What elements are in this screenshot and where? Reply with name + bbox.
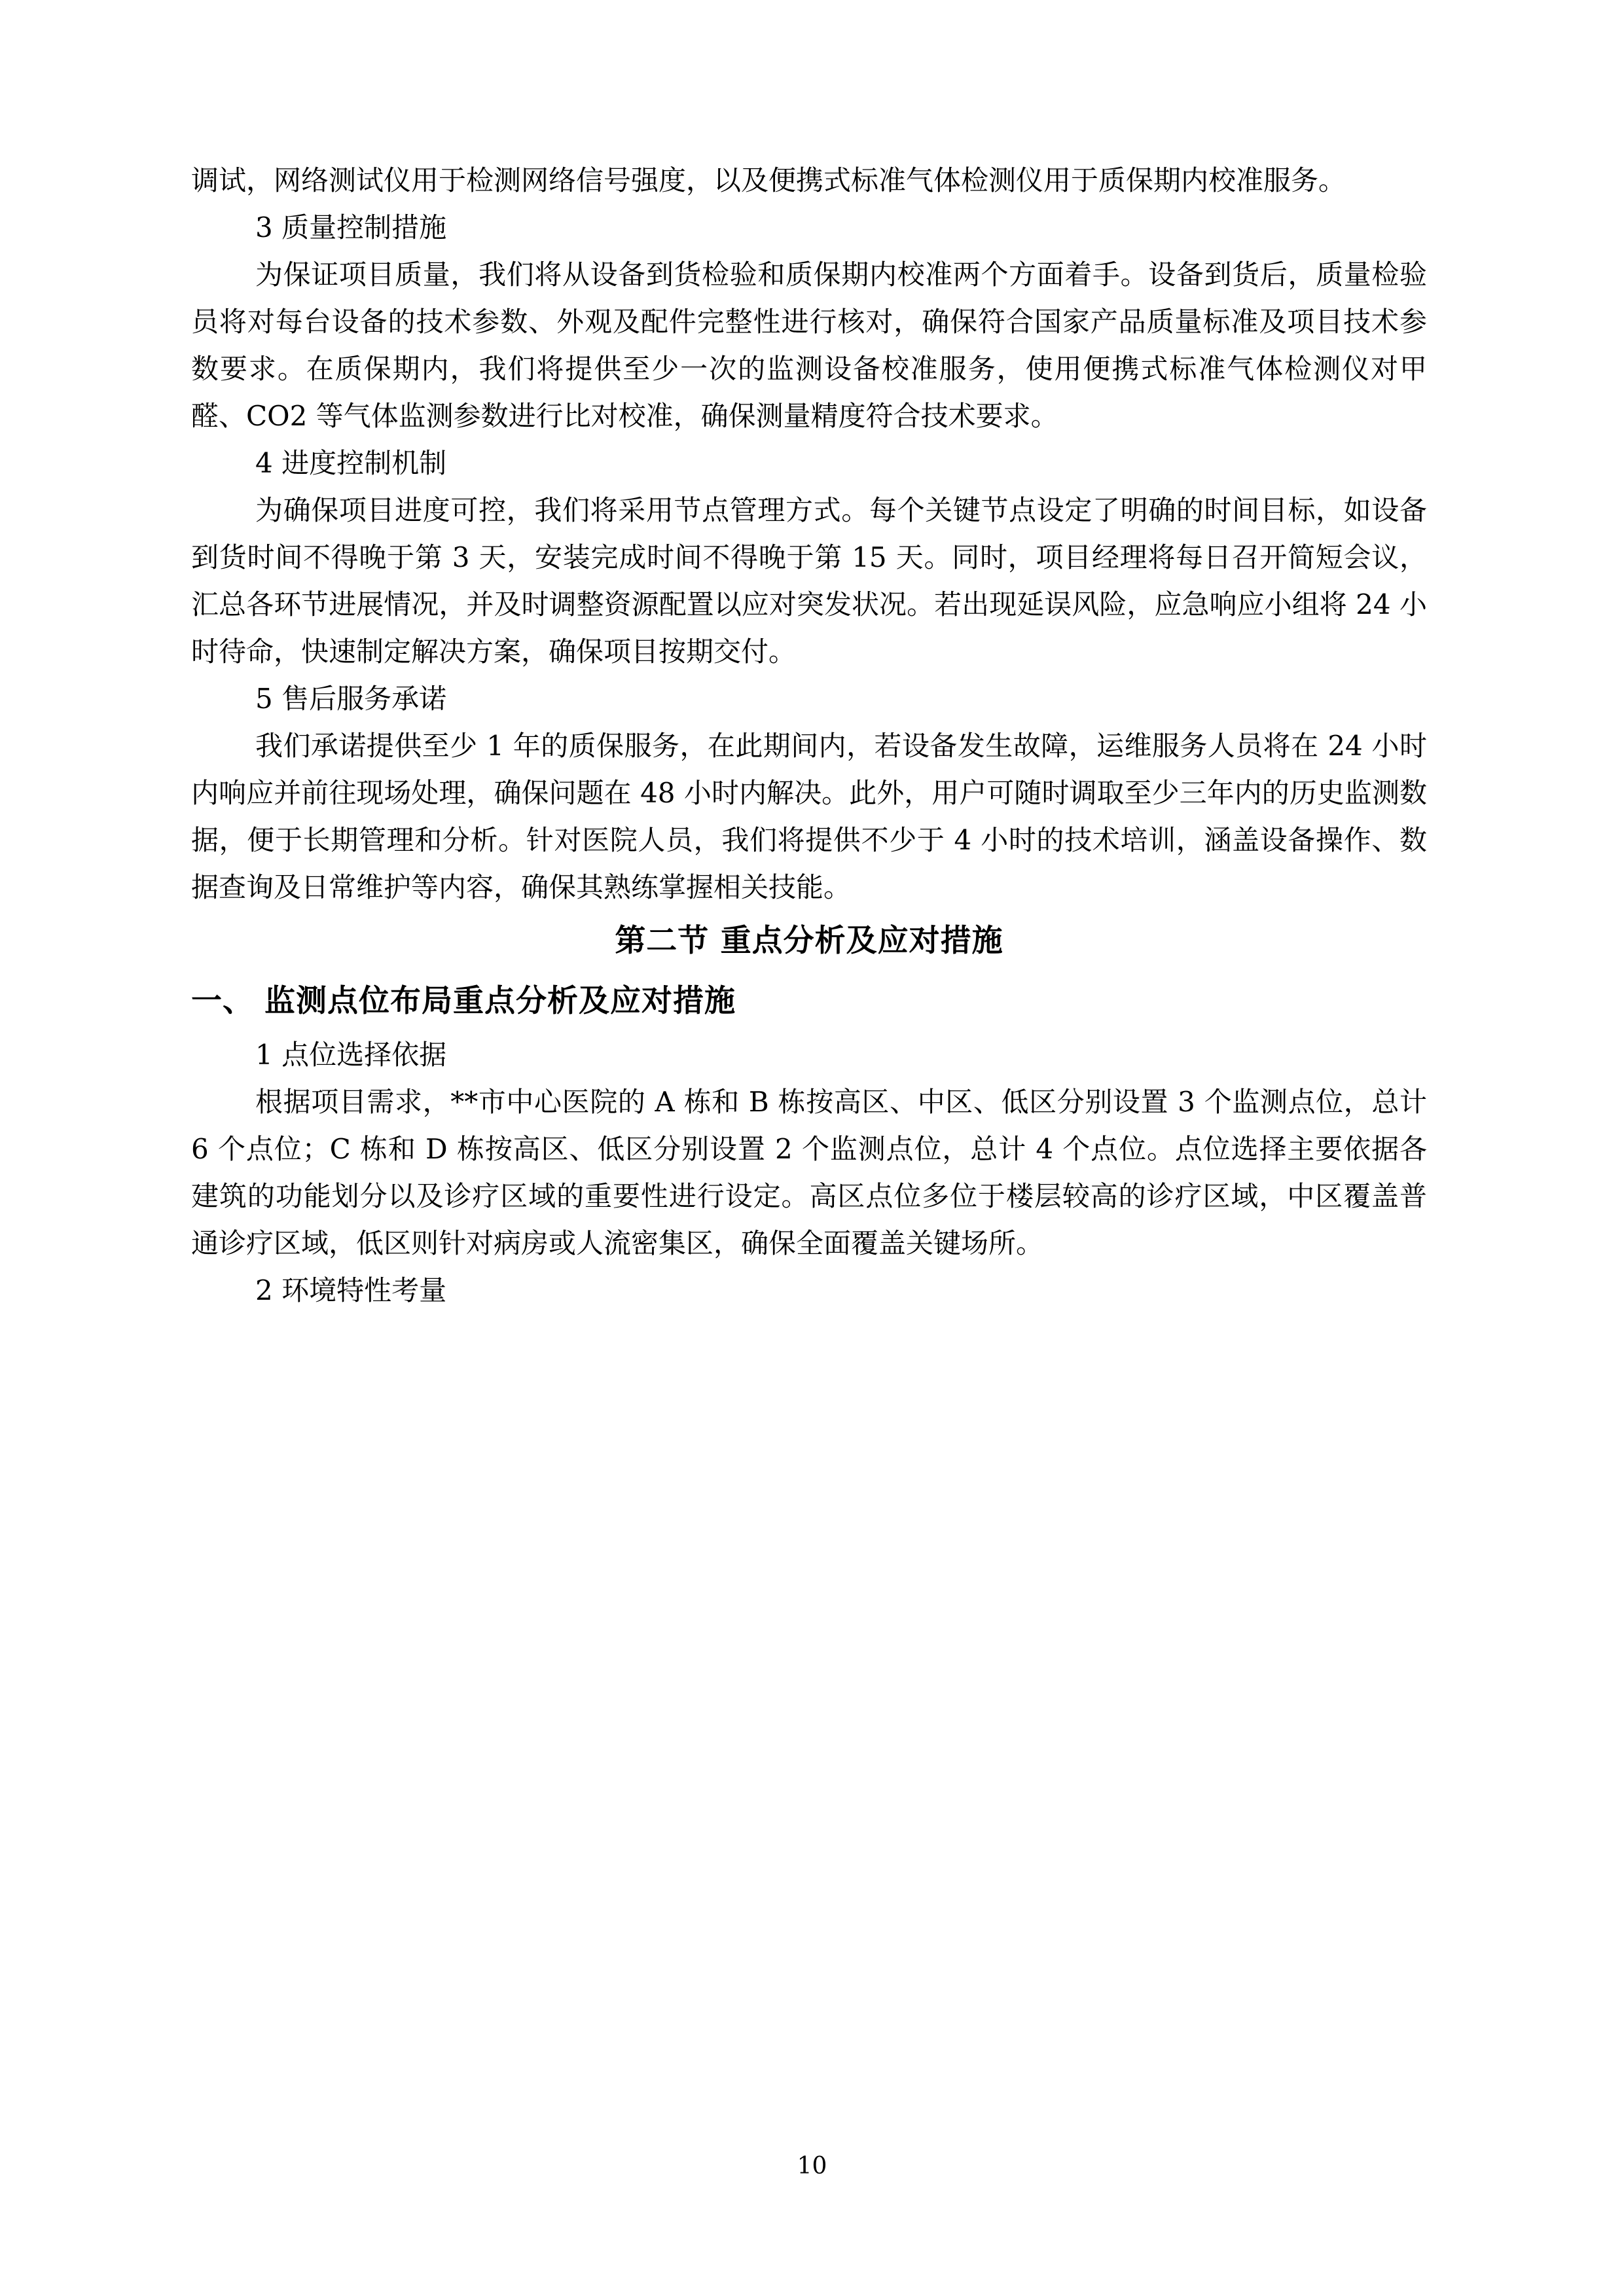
- item-heading-one-label: 监测点位布局重点分析及应对措施: [264, 983, 736, 1019]
- page-number: 10: [797, 2153, 827, 2179]
- item-heading-one-number: 一、: [191, 983, 254, 1019]
- page-content-body: [191, 157, 1427, 1314]
- section-heading-part-two: 第二节 重点分析及应对措施: [615, 923, 1003, 959]
- subheading-2-environment-characteristics: 2 环境特性考量: [255, 1274, 447, 1306]
- subheading-4-progress-control: 4 进度控制机制: [255, 447, 447, 479]
- subheading-1-point-selection-basis: 1 点位选择依据: [255, 1039, 447, 1071]
- paragraph-progress-control: 为确保项目进度可控，我们将采用节点管理方式。每个关键节点设定了明确的时间目标，如设备到货时间不得晚于第 3 天，安装完成时间不得晚于第 15 天。同时，项目经理将每日召开简短会议，汇总各环节进展情况，并及时调整资源配置以应对突发状况。若出现延误风险，应急响应小组将 24 小时待命，快速制定解决方案，确保项目按期交付。: [191, 494, 1427, 668]
- subheading-5-after-sales: 5 售后服务承诺: [255, 683, 447, 715]
- paragraph-debug-continuation: 调试，网络测试仪用于检测网络信号强度，以及便携式标准气体检测仪用于质保期内校准服务。: [191, 164, 1346, 196]
- paragraph-after-sales: 我们承诺提供至少 1 年的质保服务，在此期间内，若设备发生故障，运维服务人员将在 24 小时内响应并前往现场处理，确保问题在 48 小时内解决。此外，用户可随时调取至少三年内的历史监测数据，便于长期管理和分析。针对医院人员，我们将提供不少于 4 小时的技术培训，涵盖设备操作、数据查询及日常维护等内容，确保其熟练掌握相关技能。: [191, 730, 1427, 903]
- subheading-3-quality-control: 3 质量控制措施: [255, 211, 447, 243]
- item-heading-one: [191, 971, 1427, 1031]
- paragraph-quality-control: 为保证项目质量，我们将从设备到货检验和质保期内校准两个方面着手。设备到货后，质量检验员将对每台设备的技术参数、外观及配件完整性进行核对，确保符合国家产品质量标准及项目技术参数要求。在质保期内，我们将提供至少一次的监测设备校准服务，使用便携式标准气体检测仪对甲醛、CO2 等气体监测参数进行比对校准，确保测量精度符合技术要求。: [191, 259, 1427, 432]
- paragraph-point-selection: 根据项目需求，**市中心医院的 A 栋和 B 栋按高区、中区、低区分别设置 3 个监测点位，总计 6 个点位；C 栋和 D 栋按高区、低区分别设置 2 个监测点位，总计 4 个点位。点位选择主要依据各建筑的功能划分以及诊疗区域的重要性进行设定。高区点位多位于楼层较高的诊疗区域，中区覆盖普通诊疗区域，低区则针对病房或人流密集区，确保全面覆盖关键场所。: [191, 1086, 1427, 1259]
